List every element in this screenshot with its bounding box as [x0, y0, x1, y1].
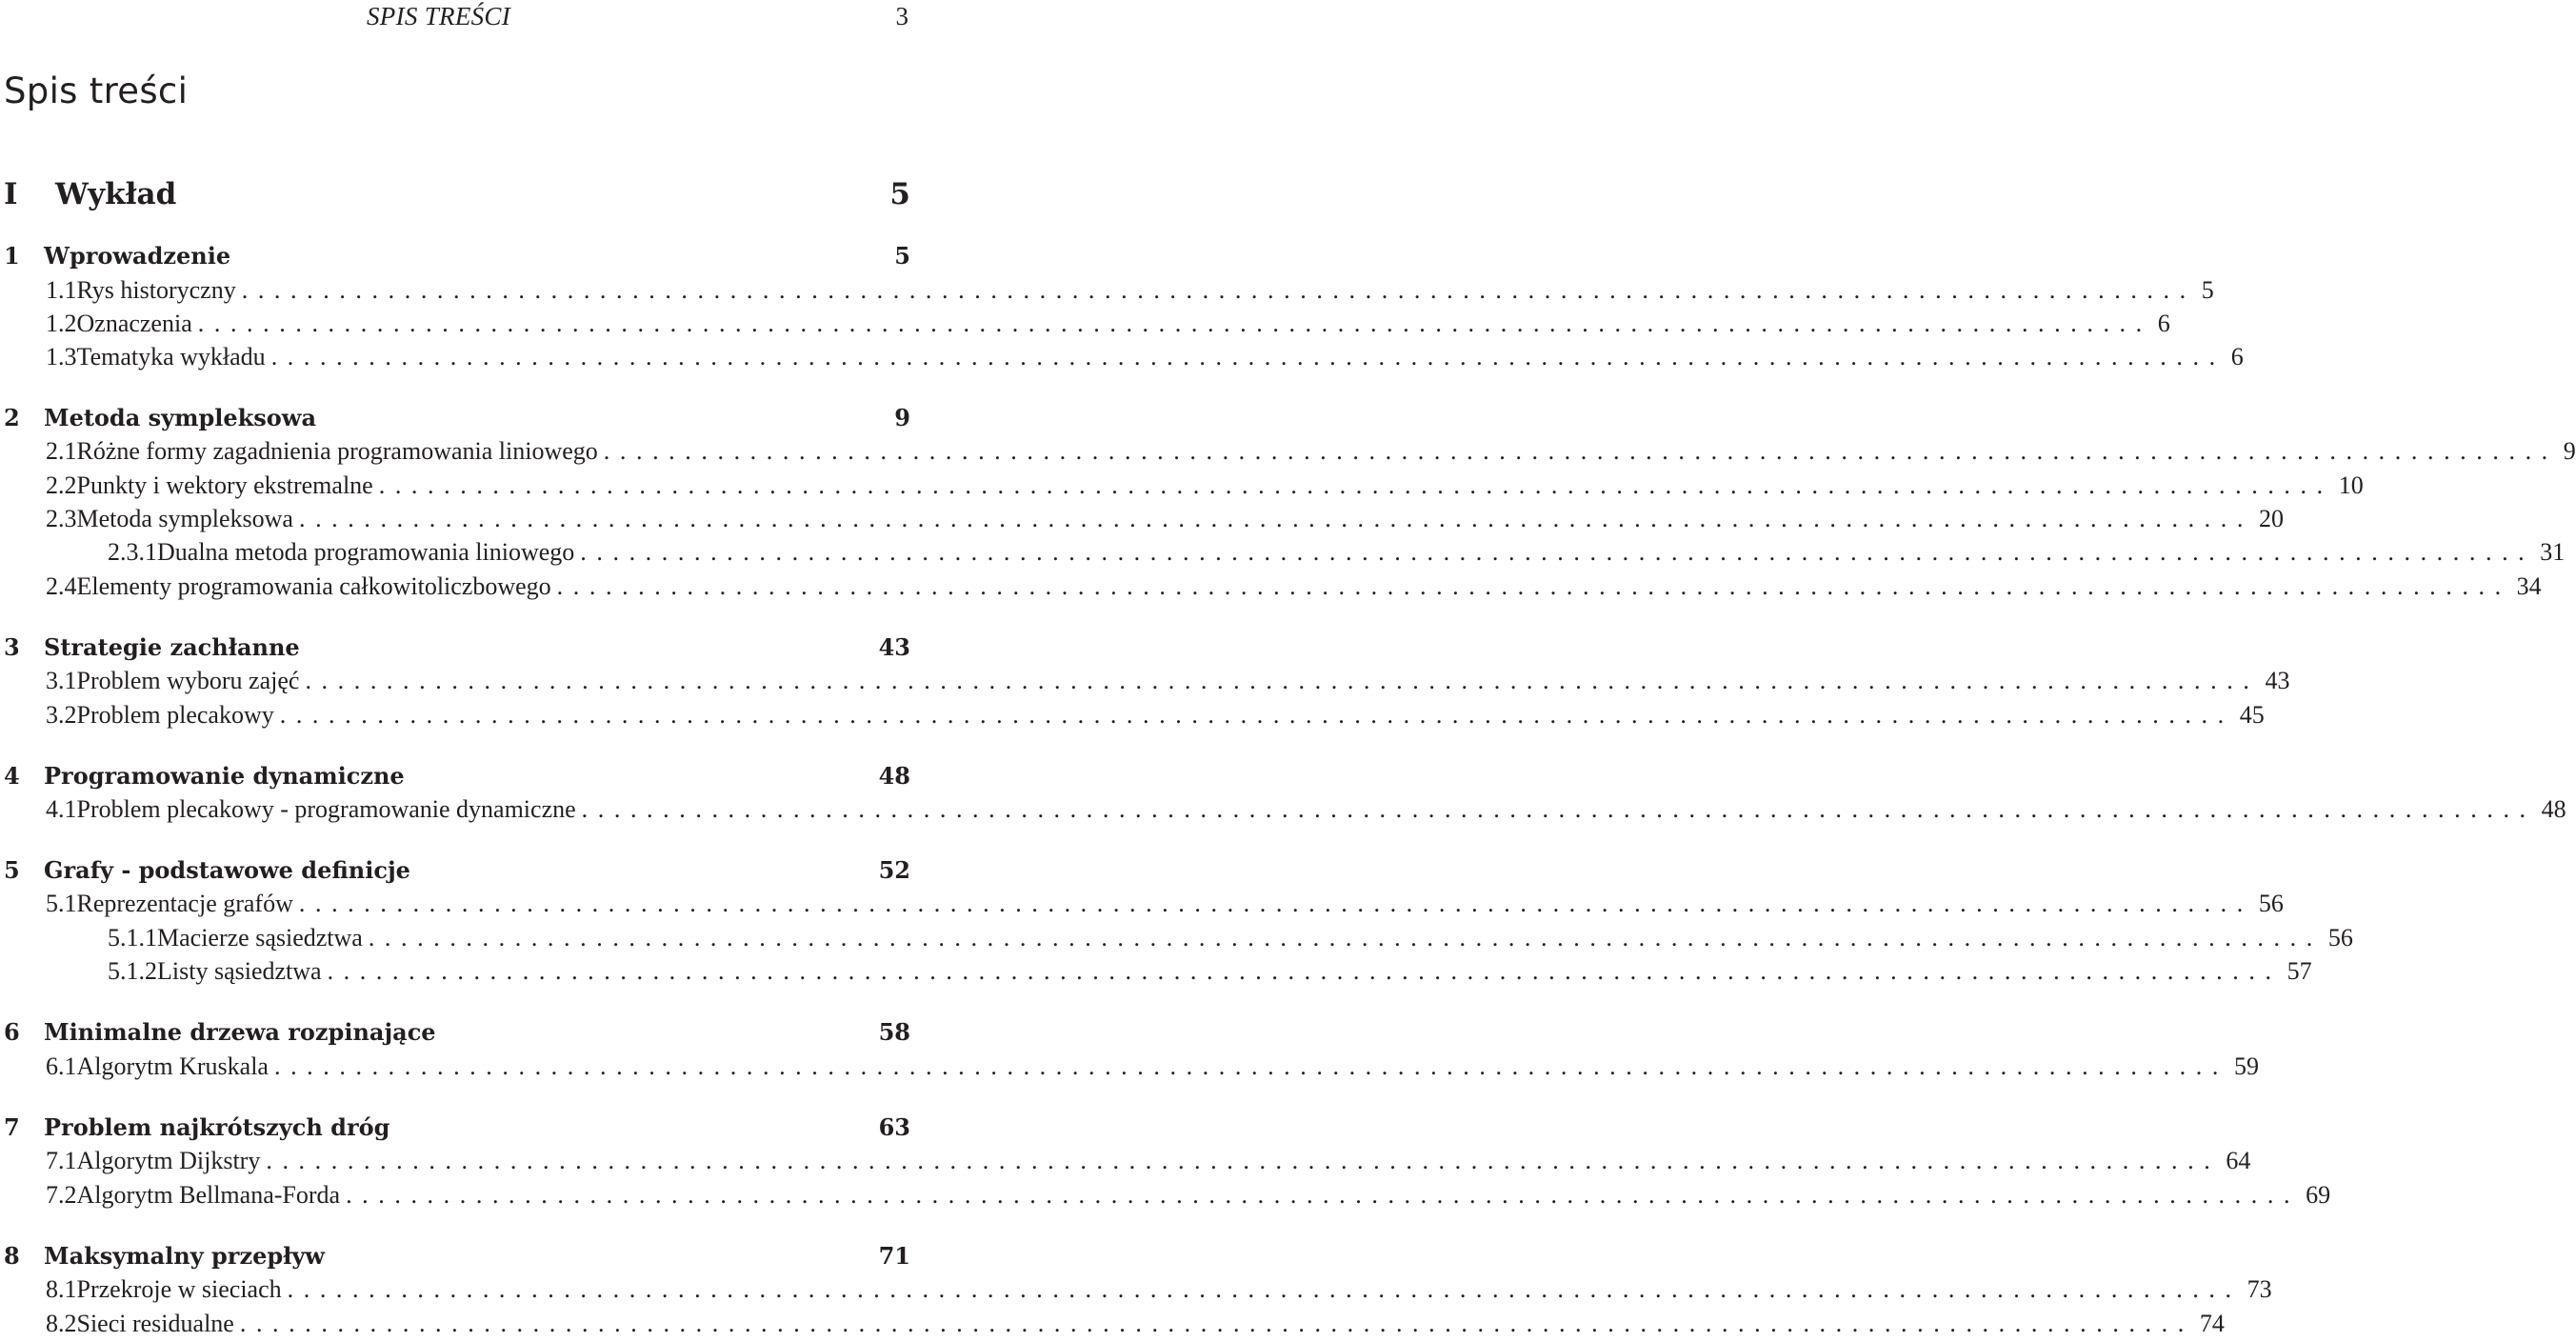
- toc-section-row-number: 1.1: [46, 276, 77, 304]
- toc-subsection-row[interactable]: [0, 538, 2566, 571]
- toc-section-row-number: 4.1: [46, 795, 77, 823]
- toc-subsection-row-page: 57: [2286, 957, 2312, 985]
- toc-chapter-row-title: Strategie zachłanne: [44, 633, 300, 661]
- toc-section-row-number: 1.2: [46, 310, 77, 337]
- dot-leader: ........................................................................................................................: [279, 701, 2234, 729]
- toc-heading: Spis treści: [4, 70, 189, 111]
- toc-section-row[interactable]: [0, 276, 2214, 309]
- dot-leader: ........................................................................................................................: [273, 1052, 2228, 1080]
- toc-subsection-row-number: 2.3.1: [108, 538, 157, 566]
- toc-subsection-row-title: Dualna metoda programowania liniowego: [157, 538, 575, 566]
- dot-leader: ........................................................................................................................: [603, 437, 2558, 465]
- toc-chapter-row[interactable]: [0, 856, 910, 889]
- toc-section-row-page: 5: [2201, 276, 2214, 304]
- toc-section-row-title: Przekroje w sieciach: [76, 1275, 282, 1303]
- toc-chapter-row[interactable]: [0, 1018, 910, 1051]
- toc-section-row-page: 59: [2233, 1052, 2259, 1080]
- toc-section-row[interactable]: [0, 310, 2170, 342]
- toc-chapter-row[interactable]: [0, 633, 910, 666]
- toc-chapter-row-number: 4: [4, 762, 20, 790]
- toc-section-row[interactable]: [0, 795, 2566, 828]
- toc-chapter-row-page: 5: [894, 242, 910, 270]
- toc-section-row-page: 73: [2247, 1275, 2272, 1303]
- toc-section-row[interactable]: [0, 505, 2284, 537]
- toc-section-row[interactable]: [0, 471, 2364, 504]
- toc-section-row-number: 3.2: [46, 701, 77, 729]
- toc-subsection-row-title: Macierze sąsiedztwa: [157, 924, 363, 951]
- dot-leader: ........................................................................................................................: [239, 1310, 2194, 1337]
- toc-section-row-page: 10: [2338, 471, 2364, 499]
- toc-chapter-row[interactable]: [0, 1242, 910, 1274]
- toc-section-row[interactable]: [0, 572, 2542, 605]
- toc-section-row-number: 6.1: [46, 1052, 77, 1080]
- toc-chapter-row-page: 9: [894, 404, 910, 431]
- toc-section-row-number: 8.1: [46, 1275, 77, 1303]
- toc-chapter-row-number: 3: [4, 633, 20, 661]
- toc-section-row[interactable]: [0, 1310, 2225, 1342]
- toc-section-row-page: 74: [2199, 1310, 2225, 1337]
- dot-leader: ........................................................................................................................: [298, 890, 2253, 917]
- toc-chapter-row-title: Minimalne drzewa rozpinające: [44, 1018, 436, 1046]
- toc-section-row-title: Problem plecakowy: [76, 701, 274, 729]
- toc-section-row-title: Algorytm Dijkstry: [76, 1147, 261, 1174]
- toc-section-row-page: 6: [2230, 343, 2244, 371]
- dot-leader: ........................................................................................................................: [581, 795, 2536, 823]
- toc-section-row-page: 9: [2563, 437, 2576, 465]
- toc-section-row-page: 45: [2239, 701, 2265, 729]
- toc-section-row-title: Punkty i wektory ekstremalne: [76, 471, 373, 499]
- toc-section-row-page: 20: [2258, 505, 2284, 532]
- toc-section-row-number: 5.1: [46, 890, 77, 917]
- toc-section-row-number: 3.1: [46, 667, 77, 694]
- toc-chapter-row-page: 48: [878, 762, 910, 790]
- toc-section-row-title: Oznaczenia: [76, 310, 192, 337]
- toc-chapter-row-title: Wprowadzenie: [44, 242, 231, 270]
- dot-leader: ........................................................................................................................: [287, 1275, 2242, 1303]
- toc-subsection-row[interactable]: [0, 957, 2312, 990]
- toc-chapter-row-number: 7: [4, 1113, 20, 1141]
- toc-chapter-row-page: 52: [878, 856, 910, 884]
- toc-section-row-number: 7.1: [46, 1147, 77, 1174]
- toc-chapter-row-page: 63: [878, 1113, 910, 1141]
- toc-section-row-title: Reprezentacje grafów: [76, 890, 293, 917]
- toc-section-row-page: 34: [2516, 572, 2542, 600]
- dot-leader: ........................................................................................................................: [305, 667, 2260, 694]
- toc-chapter-row[interactable]: [0, 762, 910, 794]
- dot-leader: ........................................................................................................................: [378, 471, 2333, 499]
- toc-subsection-row[interactable]: [0, 924, 2353, 956]
- toc-section-row-title: Różne formy zagadnienia programowania liniowego: [76, 437, 598, 465]
- toc-subsection-row-number: 5.1.1: [108, 924, 157, 951]
- running-head-title: SPIS TREŚCI: [367, 2, 511, 30]
- toc-subsection-row-title: Listy sąsiedztwa: [157, 957, 322, 985]
- dot-leader: ........................................................................................................................: [270, 343, 2226, 371]
- toc-section-row[interactable]: [0, 343, 2244, 375]
- dot-leader: ........................................................................................................................: [580, 538, 2535, 566]
- toc-chapter-row-number: 2: [4, 404, 20, 431]
- toc-chapter-row-title: Maksymalny przepływ: [44, 1242, 325, 1270]
- toc-section-row[interactable]: [0, 1181, 2331, 1213]
- toc-chapter-row-title: Programowanie dynamiczne: [44, 762, 405, 790]
- toc-chapter-row-number: 1: [4, 242, 20, 270]
- toc-section-row-page: 48: [2541, 795, 2566, 823]
- toc-section-row[interactable]: [0, 890, 2284, 922]
- toc-section-row[interactable]: [0, 701, 2265, 733]
- dot-leader: ........................................................................................................................: [327, 957, 2282, 985]
- toc-chapter-row-title: Metoda sympleksowa: [44, 404, 316, 431]
- toc-subsection-row-number: 5.1.2: [108, 957, 157, 985]
- dot-leader: ........................................................................................................................: [266, 1147, 2221, 1174]
- toc-chapter-row-page: 71: [878, 1242, 910, 1270]
- running-head-page-number: 3: [895, 2, 909, 30]
- toc-section-row-title: Algorytm Kruskala: [76, 1052, 269, 1080]
- toc-section-row[interactable]: [0, 1275, 2272, 1308]
- toc-chapter-row[interactable]: [0, 1113, 910, 1146]
- toc-part-row[interactable]: [0, 177, 910, 210]
- toc-subsection-row-page: 56: [2327, 924, 2353, 951]
- toc-section-row-title: Problem wyboru zajęć: [76, 667, 300, 694]
- toc-section-row-number: 8.2: [46, 1310, 77, 1337]
- toc-section-row-page: 43: [2265, 667, 2290, 694]
- toc-section-row[interactable]: [0, 667, 2290, 699]
- dot-leader: ........................................................................................................................: [197, 310, 2152, 337]
- toc-subsection-row-page: 31: [2540, 538, 2566, 566]
- toc-chapter-row-number: 8: [4, 1242, 20, 1270]
- toc-chapter-row-number: 5: [4, 856, 20, 884]
- toc-chapter-row-title: Problem najkrótszych dróg: [44, 1113, 390, 1141]
- toc-section-row-page: 56: [2258, 890, 2284, 917]
- toc-section-row-number: 7.2: [46, 1181, 77, 1209]
- toc-section-row-title: Problem plecakowy - programowanie dynamiczne: [76, 795, 576, 823]
- toc-chapter-row-number: 6: [4, 1018, 20, 1046]
- toc-section-row-title: Elementy programowania całkowitoliczbowego: [76, 572, 551, 600]
- toc-section-row-number: 2.3: [46, 505, 77, 532]
- toc-section-row-page: 64: [2226, 1147, 2251, 1174]
- toc-section-row-number: 2.1: [46, 437, 77, 465]
- toc-chapter-row-page: 43: [878, 633, 910, 661]
- dot-leader: ........................................................................................................................: [368, 924, 2323, 951]
- part-page: 5: [889, 177, 910, 211]
- toc-section-row-title: Algorytm Bellmana-Forda: [76, 1181, 341, 1209]
- toc-chapter-row-page: 58: [878, 1018, 910, 1046]
- part-title: Wykład: [55, 177, 177, 211]
- toc-section-row-title: Metoda sympleksowa: [76, 505, 293, 532]
- toc-section-row-page: 6: [2157, 310, 2170, 337]
- toc-chapter-row-title: Grafy - podstawowe definicje: [44, 856, 410, 884]
- toc-section-row-title: Rys historyczny: [76, 276, 236, 304]
- toc-section-row[interactable]: [0, 1147, 2251, 1179]
- part-number: I: [4, 177, 18, 211]
- toc-section-row-number: 2.2: [46, 471, 77, 499]
- toc-section-row-number: 1.3: [46, 343, 77, 371]
- dot-leader: ........................................................................................................................: [346, 1181, 2301, 1209]
- toc-section-row-number: 2.4: [46, 572, 77, 600]
- dot-leader: ........................................................................................................................: [241, 276, 2196, 304]
- toc-chapter-row[interactable]: [0, 404, 910, 436]
- toc-chapter-row[interactable]: [0, 242, 910, 274]
- toc-section-row[interactable]: [0, 1052, 2259, 1085]
- toc-section-row-title: Sieci residualne: [76, 1310, 234, 1337]
- running-head: [0, 0, 914, 34]
- toc-section-row[interactable]: [0, 437, 2576, 470]
- dot-leader: ........................................................................................................................: [298, 505, 2253, 532]
- dot-leader: ........................................................................................................................: [556, 572, 2511, 600]
- toc-section-row-page: 69: [2306, 1181, 2331, 1209]
- toc-section-row-title: Tematyka wykładu: [76, 343, 266, 371]
